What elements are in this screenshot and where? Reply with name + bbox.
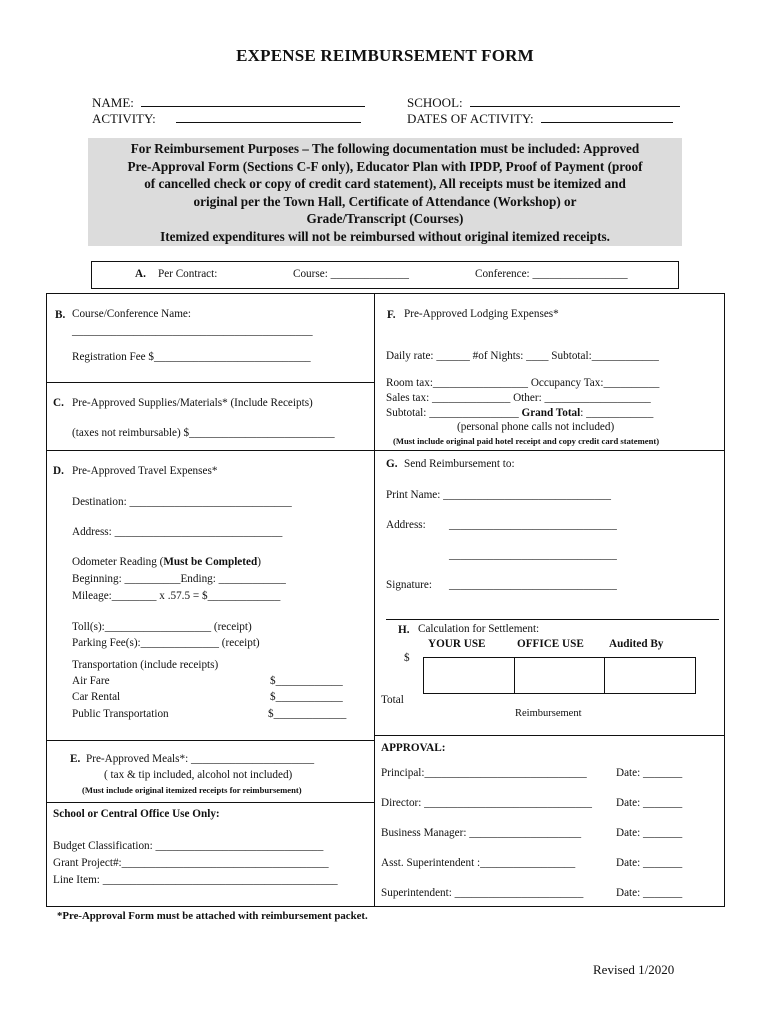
divider-g-h [386, 619, 719, 620]
transportation-label: Transportation (include receipts) [72, 659, 219, 671]
superintendent-date-field[interactable]: Date: _______ [616, 887, 683, 899]
dollar-sign: $ [404, 652, 410, 664]
g-address-field-2[interactable]: ______________________________ [449, 549, 617, 561]
superintendent-signature-field[interactable]: Superintendent: _______________________ [381, 887, 584, 899]
destination-field[interactable]: Destination: _____________________________ [72, 496, 292, 508]
hotel-receipt-note: (Must include original paid hotel receipt and copy credit card statement) [393, 436, 660, 446]
approval-heading: APPROVAL: [381, 742, 446, 754]
odometer-prefix: Odometer Reading ( [72, 556, 164, 568]
parking-field[interactable]: Parking Fee(s):______________ (receipt) [72, 637, 260, 649]
section-a-letter: A. [135, 268, 146, 280]
travel-address-field[interactable]: Address: ______________________________ [72, 526, 283, 538]
odometer-label [72, 556, 261, 568]
signature-label: Signature: [386, 579, 432, 591]
travel-label: Pre-Approved Travel Expenses* [72, 465, 218, 477]
divider-b-c [46, 382, 375, 383]
section-e-letter: E. [70, 753, 81, 765]
air-fare-field[interactable]: $____________ [270, 675, 343, 687]
signature-field[interactable]: ______________________________ [449, 579, 617, 591]
supplies-amount-field[interactable]: (taxes not reimbursable) $__________________________ [72, 427, 335, 439]
asst-superintendent-date-field[interactable]: Date: _______ [616, 857, 683, 869]
audited-by-header: Audited By [609, 638, 664, 650]
office-use-cell[interactable] [514, 657, 605, 694]
audited-by-cell[interactable] [604, 657, 696, 694]
line-item-field[interactable]: Line Item: __________________________________________ [53, 874, 338, 886]
revision-date: Revised 1/2020 [593, 962, 675, 977]
lodging-subtotal-field[interactable] [386, 407, 653, 419]
activity-blank[interactable] [176, 112, 361, 123]
meals-tax-note: ( tax & tip included, alcohol not included) [104, 769, 293, 781]
school-blank[interactable] [470, 96, 680, 107]
principal-signature-field[interactable]: Principal:_____________________________ [381, 767, 587, 779]
pre-approval-footnote: *Pre-Approval Form must be attached with reimbursement packet. [57, 910, 368, 922]
tolls-field[interactable]: Toll(s):___________________ (receipt) [72, 621, 252, 633]
public-transport-field[interactable]: $_____________ [268, 708, 347, 720]
activity-field[interactable] [92, 111, 361, 127]
your-use-cell[interactable] [423, 657, 515, 694]
course-conference-label: Course/Conference Name: [72, 308, 191, 320]
director-signature-field[interactable]: Director: ______________________________ [381, 797, 592, 809]
lodging-label: Pre-Approved Lodging Expenses* [404, 308, 559, 320]
office-use-header: OFFICE USE [517, 638, 584, 650]
section-b-letter: B. [55, 309, 66, 321]
business-manager-signature-field[interactable]: Business Manager: ____________________ [381, 827, 582, 839]
dates-field[interactable] [407, 111, 673, 127]
air-fare-label: Air Fare [72, 675, 110, 687]
name-label: NAME: [92, 95, 134, 110]
subtotal-text: Subtotal: ________________ [386, 407, 519, 419]
mileage-field[interactable]: Mileage:________ x .57.5 = $_____________ [72, 590, 281, 602]
school-field[interactable] [407, 95, 680, 111]
course-field[interactable]: Course: ______________ [293, 268, 409, 280]
grand-total-blank: : ____________ [580, 407, 654, 419]
director-date-field[interactable]: Date: _______ [616, 797, 683, 809]
dates-blank[interactable] [541, 112, 673, 123]
divider-h-approval [374, 735, 725, 736]
divider-e-office [46, 802, 375, 803]
asst-superintendent-signature-field[interactable]: Asst. Superintendent :_________________ [381, 857, 576, 869]
form-title: EXPENSE REIMBURSEMENT FORM [236, 46, 534, 65]
odometer-beginning-ending[interactable]: Beginning: __________Ending: ____________ [72, 573, 286, 585]
section-c-letter: C. [53, 397, 64, 409]
section-f-letter: F. [387, 309, 396, 321]
phone-note: (personal phone calls not included) [457, 421, 615, 433]
car-rental-field[interactable]: $____________ [270, 691, 343, 703]
office-use-heading: School or Central Office Use Only: [53, 808, 220, 820]
odometer-bold: Must be Completed [163, 556, 258, 568]
g-address-field[interactable]: ______________________________ [449, 519, 617, 531]
odometer-suffix: ) [257, 556, 261, 568]
grand-total-label: Grand Total [521, 407, 581, 419]
meals-receipt-note: (Must include original itemized receipts for reimbursement) [82, 785, 302, 795]
divider-d-e [46, 740, 375, 741]
car-rental-label: Car Rental [72, 691, 121, 703]
print-name-field[interactable]: Print Name: ______________________________ [386, 489, 611, 501]
daily-rate-field[interactable]: Daily rate: ______ #of Nights: ____ Subtotal:____________ [386, 350, 659, 362]
section-d-letter: D. [53, 465, 64, 477]
name-blank[interactable] [141, 96, 365, 107]
conference-field[interactable]: Conference: _________________ [475, 268, 628, 280]
divider-c-d [46, 450, 375, 451]
activity-label: ACTIVITY: [92, 111, 156, 126]
sales-tax-field[interactable]: Sales tax: ______________ Other: ___________________ [386, 392, 651, 404]
name-field[interactable] [92, 95, 365, 111]
divider-f-g [374, 450, 725, 451]
dates-label: DATES OF ACTIVITY: [407, 111, 534, 126]
registration-fee-field[interactable]: Registration Fee $____________________________ [72, 351, 311, 363]
principal-date-field[interactable]: Date: _______ [616, 767, 683, 779]
documentation-notice: For Reimbursement Purposes – The following documentation must be included: Approved Pre-Approval Form (Sections C-F only), Educator Plan with IPDP, Proof of Payment (proof of cancelled check or copy of credit card statement), All receipts must be itemized and original per the Town Hall, Certificate of Attendance (Workshop) or Grade/Transcript (Courses) Itemized expenditures will not be reimbursed without original itemized receipts. [88, 138, 682, 246]
business-manager-date-field[interactable]: Date: _______ [616, 827, 683, 839]
budget-classification-field[interactable]: Budget Classification: ______________________________ [53, 840, 324, 852]
your-use-header: YOUR USE [428, 638, 486, 650]
grant-project-field[interactable]: Grant Project#:_____________________________________ [53, 857, 329, 869]
school-label: SCHOOL: [407, 95, 463, 110]
section-h-letter: H. [398, 624, 410, 636]
send-reimbursement-label: Send Reimbursement to: [404, 458, 515, 470]
public-transport-label: Public Transportation [72, 708, 169, 720]
reimbursement-label: Reimbursement [515, 708, 582, 719]
section-g-letter: G. [386, 458, 398, 470]
g-address-label: Address: [386, 519, 426, 531]
total-label: Total [381, 694, 404, 706]
room-tax-field[interactable]: Room tax:_________________ Occupancy Tax:__________ [386, 377, 660, 389]
per-contract-label: Per Contract: [158, 268, 218, 280]
settlement-label: Calculation for Settlement: [418, 623, 540, 635]
center-divider [374, 293, 375, 907]
course-conference-field[interactable]: ___________________________________________ [72, 325, 313, 337]
meals-field[interactable]: Pre-Approved Meals*: ______________________ [86, 753, 315, 765]
supplies-label: Pre-Approved Supplies/Materials* (Include Receipts) [72, 397, 313, 409]
